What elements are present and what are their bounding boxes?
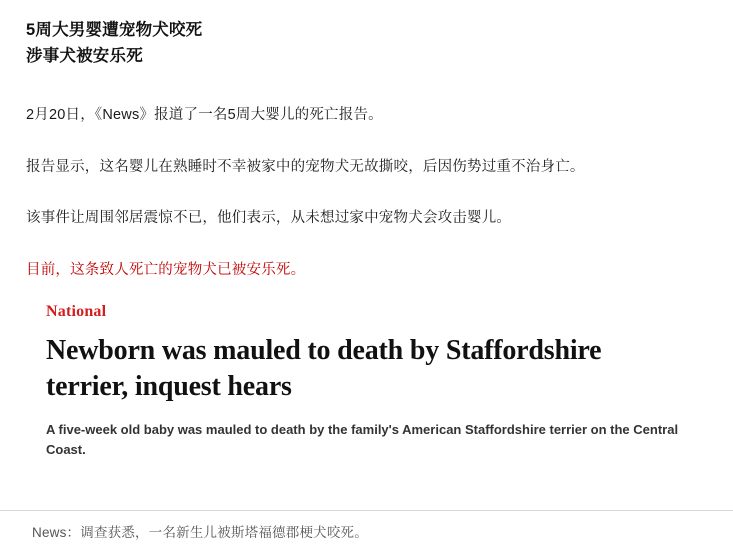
article-highlight-paragraph: 目前，这条致人死亡的宠物犬已被安乐死。 — [26, 262, 306, 279]
embedded-news-card[interactable] — [26, 303, 713, 460]
divider — [0, 510, 733, 511]
footer-inner — [0, 522, 733, 544]
footer-caption: News：调查获悉，一名新生儿被斯塔福德郡梗犬咬死。 — [32, 525, 368, 541]
article-paragraph: 报告显示，这名婴儿在熟睡时不幸被家中的宠物犬无故撕咬，后因伤势过重不治身亡。 — [26, 158, 585, 175]
page-title: 5周大男婴遭宠物犬咬死 — [26, 21, 203, 39]
page-title-line2: 涉事犬被安乐死 — [26, 46, 143, 65]
article-paragraph: 该事件让周围邻居震惊不已，他们表示，从未想过家中宠物犬会攻击婴儿。 — [26, 210, 512, 227]
card-section-label[interactable]: National — [46, 302, 107, 320]
card-standfirst: A five-week old baby was mauled to death by the family's American Staffordshire terrier on the Central Coast. — [46, 422, 679, 457]
card-headline[interactable]: Newborn was mauled to death by Staffordshire terrier, inquest hears — [46, 334, 602, 402]
article-paragraph: 2月20日，《News》报道了一名5周大婴儿的死亡报告。 — [26, 107, 383, 124]
footer-section — [0, 510, 733, 544]
